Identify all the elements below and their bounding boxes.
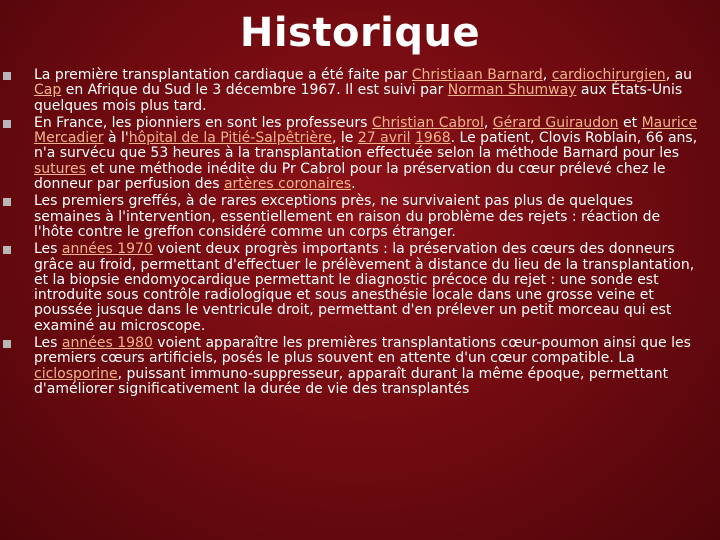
bullet-text: en Afrique du Sud le 3 décembre 1967. Il est suivi par xyxy=(61,82,448,99)
wiki-link[interactable]: Christiaan Barnard xyxy=(411,67,543,83)
bullet-item xyxy=(0,116,720,192)
wiki-link[interactable]: sutures xyxy=(34,160,86,177)
wiki-link[interactable]: 1968 xyxy=(415,130,451,147)
bullet-item xyxy=(0,242,720,334)
square-bullet-icon xyxy=(3,340,11,348)
wiki-link[interactable]: années 1980 xyxy=(61,335,153,352)
bullet-item xyxy=(0,68,720,114)
wiki-link[interactable]: Gérard Guiraudon xyxy=(492,114,619,131)
bullet-text: . Le patient, Clovis Roblain, 66 ans, n'a survécu que 53 heures à la transplantation effectuée selon la méthode Barnard pour les xyxy=(34,130,698,162)
bullet-text: , xyxy=(542,67,552,83)
wiki-link[interactable]: Maurice Mercadier xyxy=(34,114,698,147)
wiki-link[interactable]: Norman Shumway xyxy=(447,82,577,99)
wiki-link[interactable]: années 1970 xyxy=(61,241,153,258)
square-bullet-icon xyxy=(3,72,11,80)
bullet-text: , puissant immuno-suppresseur, apparaît durant la même époque, permettant d'améliorer significativement la durée de vie des transplantés xyxy=(34,365,669,397)
bullet-text: En France, les pionniers en sont les professeurs xyxy=(34,114,372,131)
square-bullet-icon xyxy=(3,246,11,254)
bullet-text: Les premiers greffés, à de rares exceptions près, ne survivaient pas plus de quelques semaines à l'intervention, essentiellement en raison du problème des rejets : réaction de l'hôte contre le greffon considéré comme un corps étranger. xyxy=(34,193,661,240)
bullet-text: voient deux progrès importants : la préservation des cœurs des donneurs grâce au froid, permettant d'effectuer le prélèvement à distance du lieu de la transplantation, et la biopsie endomyocardique permettant le diagnostic précoce du rejet : une sonde est introduite sous contrôle radiologique et sous anesthésie locale dans une grosse veine et poussée jusque dans le ventricule droit, permettant d'en prélever un petit morceau qui est examiné au microscope. xyxy=(34,241,695,334)
wiki-link[interactable]: Christian Cabrol xyxy=(371,114,484,131)
bullet-text: et une méthode inédite du Pr Cabrol pour la préservation du cœur prélevé chez le donneur par perfusion des xyxy=(34,160,666,193)
bullet-list xyxy=(0,68,720,399)
bullet-text: à l' xyxy=(103,130,129,147)
bullet-text: La première transplantation cardiaque a été faite par xyxy=(34,67,412,83)
wiki-link[interactable]: artères coronaires xyxy=(223,176,352,193)
bullet-text: , le xyxy=(332,130,358,147)
bullet-text: , xyxy=(483,114,493,131)
bullet-text: voient apparaître les premières transplantations cœur-poumon ainsi que les premiers cœurs artificiels, posés le plus souvent en attente d'un cœur compatible. La xyxy=(34,335,691,367)
wiki-link[interactable]: ciclosporine xyxy=(34,365,118,382)
bullet-text: . xyxy=(351,176,356,193)
slide-title: Historique xyxy=(239,10,481,56)
square-bullet-icon xyxy=(3,120,11,128)
wiki-link[interactable]: cardiochirurgien xyxy=(551,67,666,83)
bullet-item xyxy=(0,194,720,240)
bullet-text: aux États-Unis quelques mois plus tard. xyxy=(34,82,683,114)
wiki-link[interactable]: hôpital de la Pitié-Salpêtrière xyxy=(128,130,333,147)
bullet-text: , au xyxy=(665,67,693,83)
bullet-item xyxy=(0,336,720,397)
bullet-text: Les xyxy=(34,241,62,258)
wiki-link[interactable]: Cap xyxy=(34,82,62,99)
bullet-text: Les xyxy=(34,335,62,352)
square-bullet-icon xyxy=(3,198,11,206)
bullet-text: et xyxy=(618,114,642,131)
wiki-link[interactable]: 27 avril xyxy=(357,130,411,147)
